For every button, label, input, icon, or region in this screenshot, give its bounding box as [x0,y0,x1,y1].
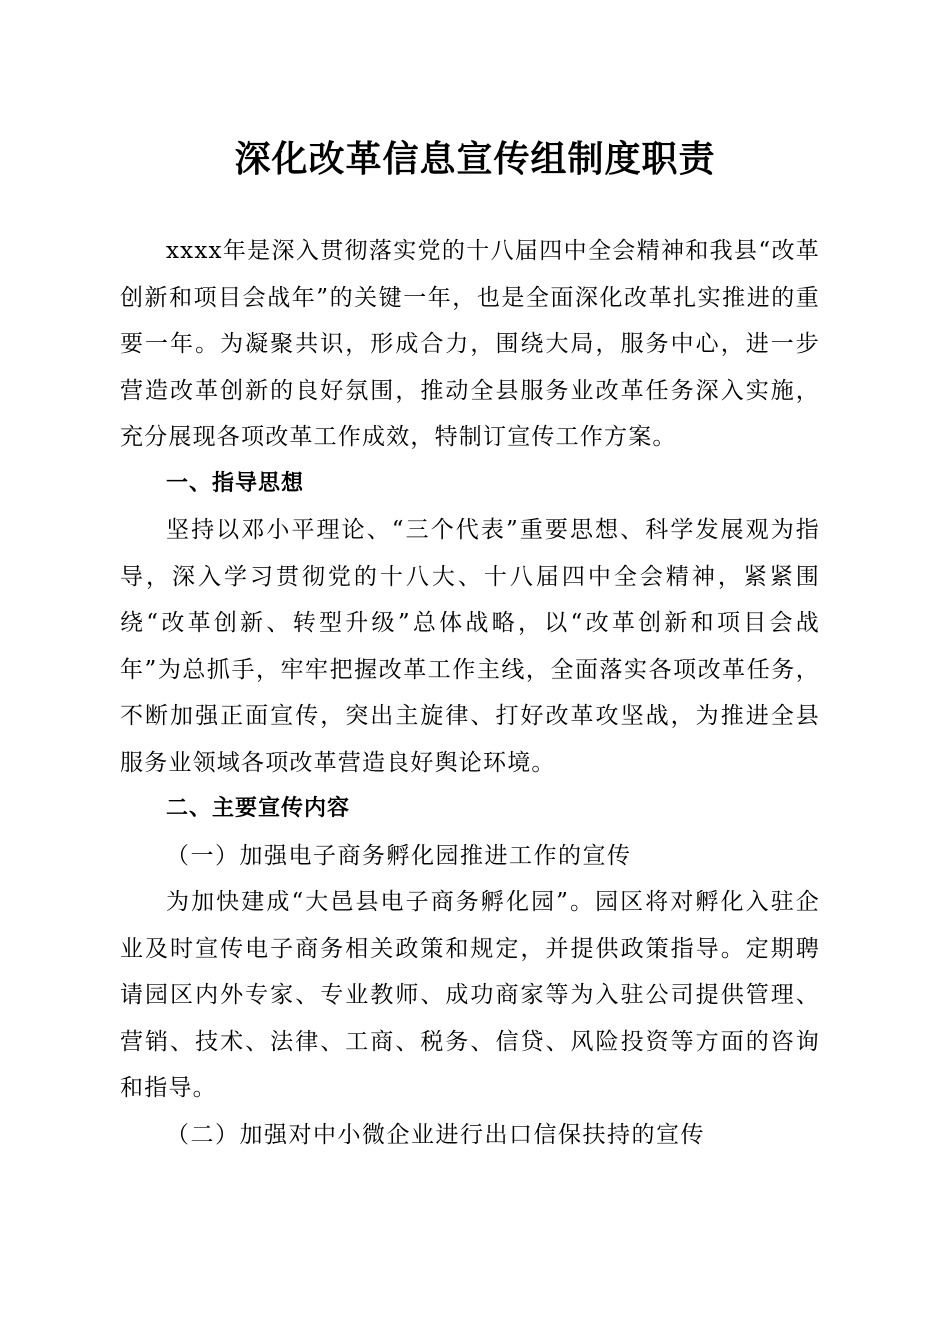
intro-paragraph: xxxx年是深入贯彻落实党的十八届四中全会精神和我县“改革创新和项目会战年”的关键一年，也是全面深化改革扎实推进的重要一年。为凝聚共识，形成合力，围绕大局，服务中心，进一步营造改革创新的良好氛围，推动全县服务业改革任务深入实施，充分展现各项改革工作成效，特制订宣传工作方案。 [120,238,820,450]
subsection-heading-ecommerce: （一）加强电子商务孵化园推进工作的宣传 [166,842,632,869]
ecommerce-paragraph: 为加快建成“大邑县电子商务孵化园”。园区将对孵化入驻企业及时宣传电子商务相关政策和规定，并提供政策指导。定期聘请园区内外专家、专业教师、成功商家等为入驻公司提供管理、营销、技术、法律、工商、税务、信贷、风险投资等方面的咨询和指导。 [120,889,820,1101]
document-title: 深化改革信息宣传组制度职责 [234,138,716,180]
guiding-ideology-paragraph: 坚持以邓小平理论、“三个代表”重要思想、科学发展观为指导，深入学习贯彻党的十八大、十八届四中全会精神，紧紧围绕“改革创新、转型升级”总体战略，以“改革创新和项目会战年”为总抓手，牢牢把握改革工作主线，全面落实各项改革任务，不断加强正面宣传，突出主旋律、打好改革攻坚战，为推进全县服务业领域各项改革营造良好舆论环境。 [120,517,820,776]
section-heading-guiding-ideology: 一、指导思想 [166,470,305,496]
subsection-heading-export-credit: （二）加强对中小微企业进行出口信保扶持的宣传 [166,1121,705,1148]
section-heading-main-content: 二、主要宣传内容 [166,796,351,821]
document-body [120,228,820,1158]
